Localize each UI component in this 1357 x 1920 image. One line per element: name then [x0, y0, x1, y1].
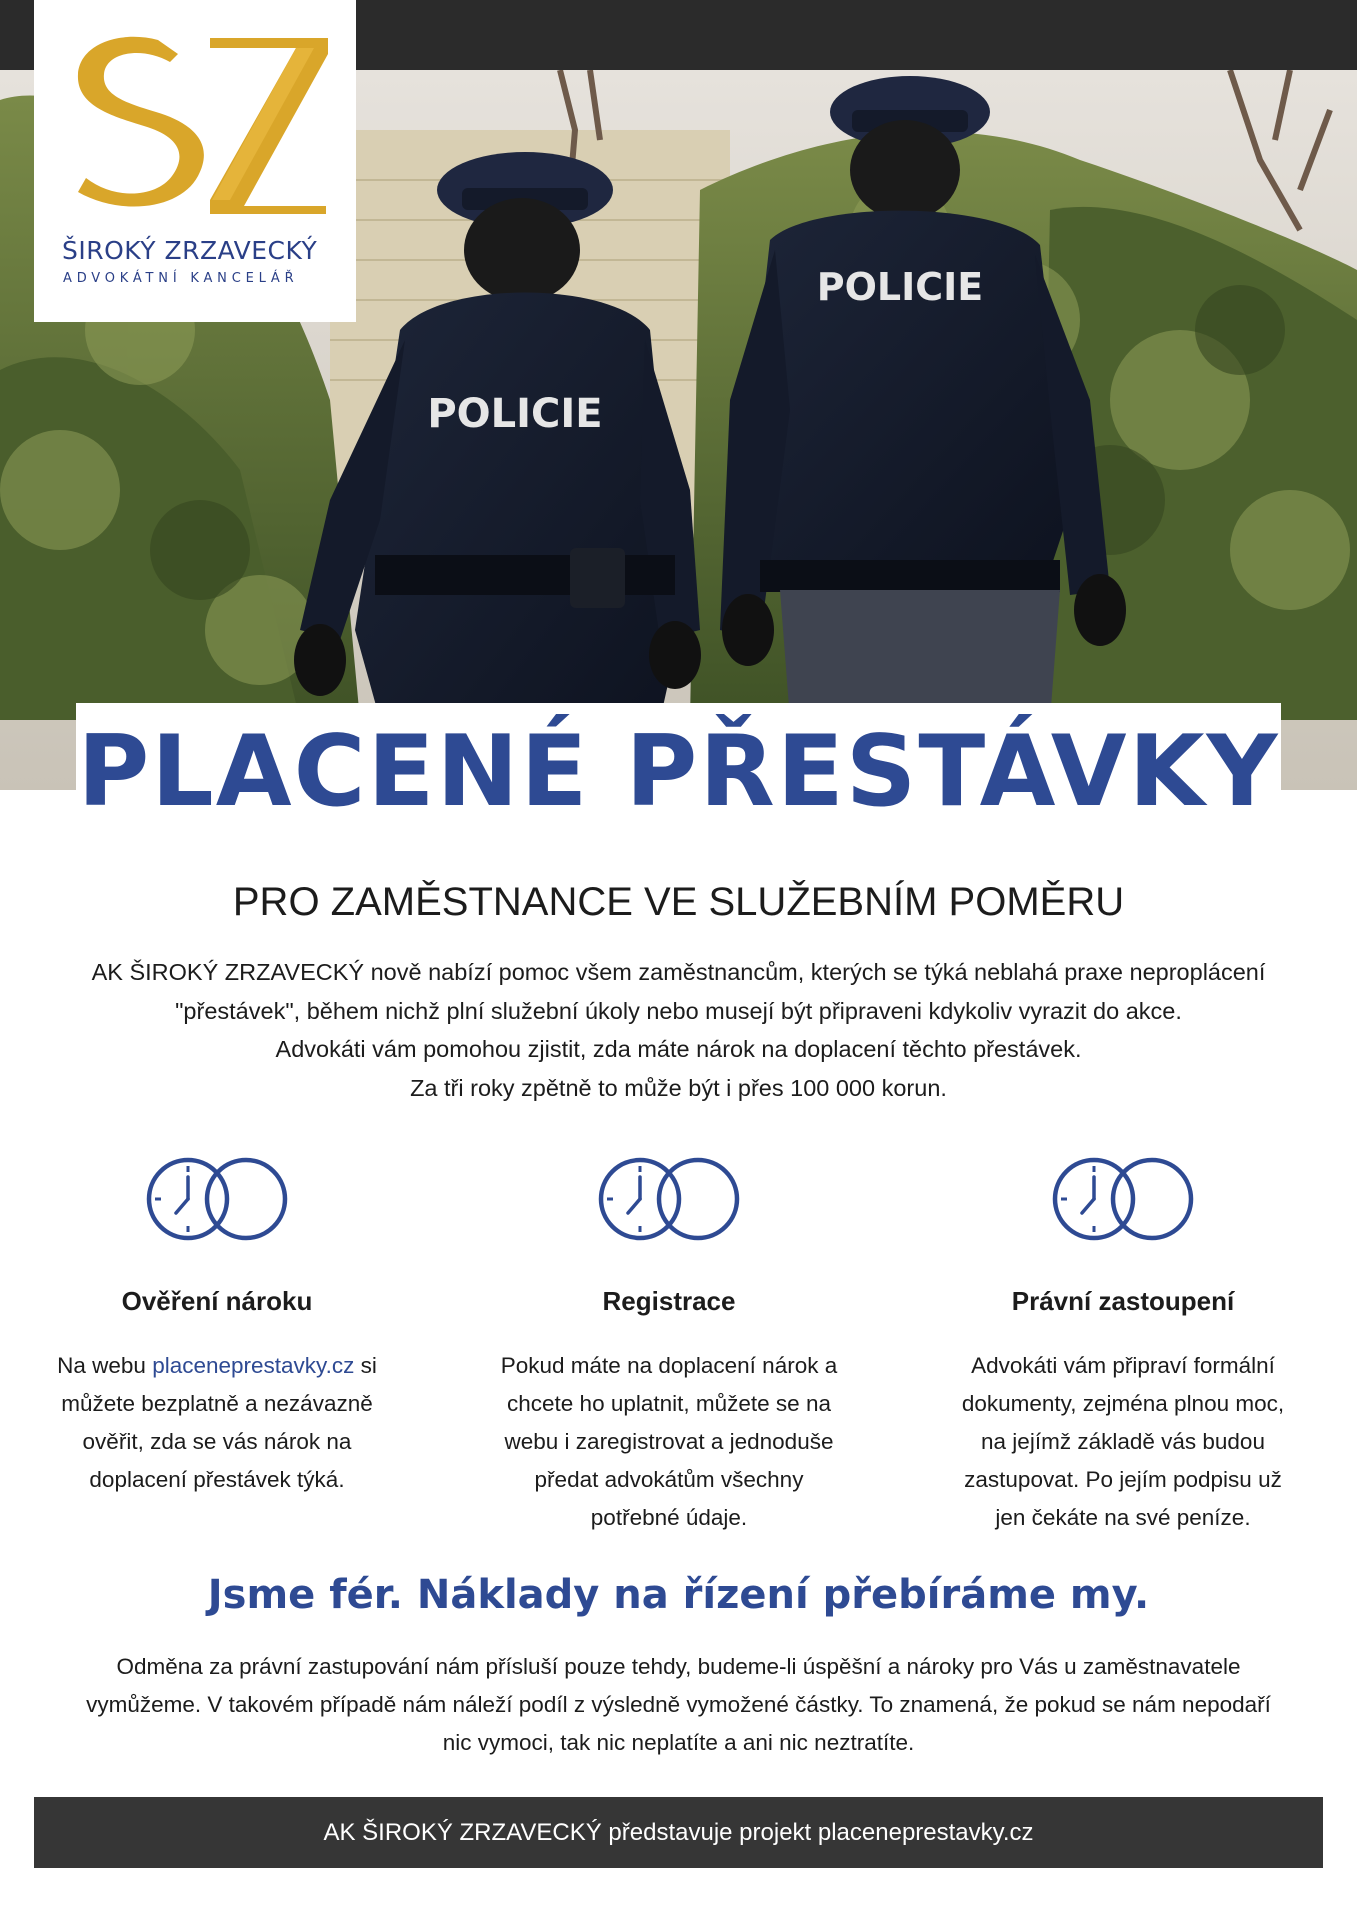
fair-heading: Jsme fér. Náklady na řízení přebíráme my.	[207, 1572, 1150, 1618]
step-text	[484, 1347, 854, 1537]
step-text-line: zastupovat. Po jejím podpisu už	[964, 1467, 1282, 1492]
step-text-line: na jejímž základě vás budou	[981, 1429, 1265, 1454]
clock-icon	[1051, 1155, 1195, 1245]
step-text-line: Pokud máte na doplacení nárok a	[500, 1353, 838, 1378]
logo	[34, 0, 356, 322]
intro-line: Advokáti vám pomohou zjistit, zda máte nárok na doplacení těchto přestávek.	[275, 1036, 1082, 1062]
intro-text	[60, 953, 1297, 1107]
step-overeni-naroku	[32, 1155, 402, 1499]
step-text-line: ověřit, zda se vás nárok na	[82, 1429, 352, 1454]
step-text-prefix: Na webu	[57, 1353, 153, 1378]
step-text-line: webu i zaregistrovat a jednoduše	[504, 1429, 834, 1454]
brand-name: ŠIROKÝ ZRZAVECKÝ	[62, 236, 318, 265]
brand-tagline: ADVOKÁTNÍ KANCELÁŘ	[63, 271, 299, 286]
jacket-label-right: POLICIE	[816, 265, 984, 309]
step-text-line: předat advokátům všechny	[534, 1467, 804, 1492]
jacket-label-left: POLICIE	[427, 391, 603, 437]
step-title: Právní zastoupení	[1011, 1286, 1235, 1316]
sz-monogram-icon	[60, 30, 330, 220]
intro-line: AK ŠIROKÝ ZRZAVECKÝ nově nabízí pomoc všem zaměstnancům, kterých se týká neblahá praxe neproplácení	[91, 959, 1266, 985]
clock-icon	[145, 1155, 289, 1245]
step-text-suffix: si	[354, 1353, 377, 1378]
step-pravni-zastoupeni	[938, 1155, 1308, 1537]
step-title: Ověření nároku	[121, 1286, 313, 1316]
reward-line: Odměna za právní zastupování nám přísluší pouze tehdy, budeme-li úspěšní a nároky pro Vás u zaměstnavatele	[116, 1654, 1241, 1679]
step-text-line: chcete ho uplatnit, můžete se na	[507, 1391, 831, 1416]
step-title: Registrace	[602, 1286, 736, 1316]
title-panel	[76, 703, 1281, 843]
step-text-line: dokumenty, zejména plnou moc,	[961, 1391, 1285, 1416]
page-title: PLACENÉ PŘESTÁVKY	[77, 715, 1280, 829]
step-text-line: potřebné údaje.	[590, 1505, 748, 1530]
reward-line: nic vymoci, tak nic neplatíte a ani nic neztratíte.	[442, 1730, 915, 1755]
website-link[interactable]: placeneprestavky.cz	[152, 1353, 355, 1378]
step-registrace	[484, 1155, 854, 1537]
footer-banner: AK ŠIROKÝ ZRZAVECKÝ představuje projekt placeneprestavky.cz	[34, 1797, 1323, 1868]
step-text	[32, 1347, 402, 1499]
step-text-line: jen čekáte na své peníze.	[995, 1505, 1251, 1530]
step-text-line: můžete bezplatně a nezávazně	[61, 1391, 373, 1416]
page-subtitle: PRO ZAMĚSTNANCE VE SLUŽEBNÍM POMĚRU	[232, 880, 1125, 924]
reward-text	[60, 1648, 1297, 1762]
intro-line: Za tři roky zpětně to může být i přes 100 000 korun.	[410, 1074, 947, 1101]
reward-line: vymůžeme. V takovém případě nám náleží podíl z výsledně vymožené částky. To znamená, že pokud se nám nepodaří	[86, 1692, 1271, 1717]
step-text-line: doplacení přestávek týká.	[89, 1467, 345, 1492]
intro-line: "přestávek", během nichž plní služební úkoly nebo musejí být připraveni kdykoliv vyrazit do akce.	[175, 997, 1182, 1024]
clock-icon	[597, 1155, 741, 1245]
step-text	[938, 1347, 1308, 1537]
step-text-line: Advokáti vám připraví formální	[971, 1353, 1275, 1378]
